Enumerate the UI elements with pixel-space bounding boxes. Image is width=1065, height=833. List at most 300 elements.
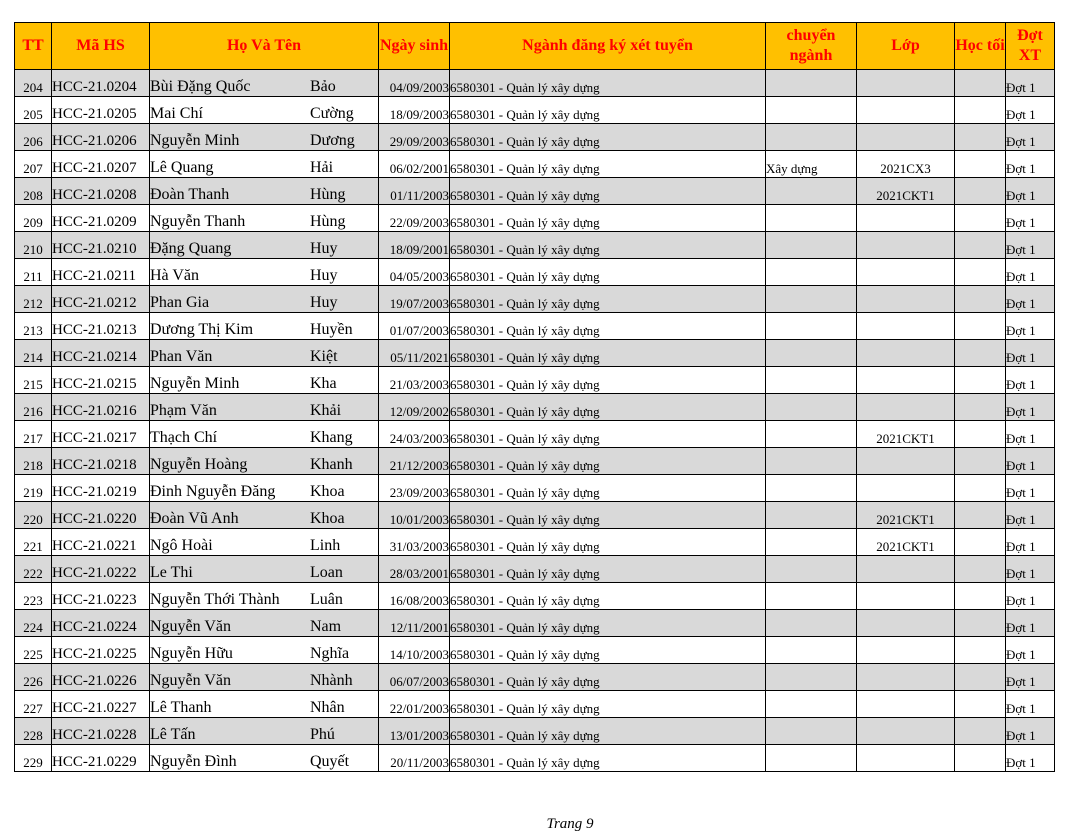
cell-chuyen-nganh <box>766 97 857 124</box>
cell-ho-ten <box>150 97 379 124</box>
cell-ho-ten <box>150 367 379 394</box>
table-row <box>15 232 1055 259</box>
cell-tt: 204 <box>15 70 52 97</box>
cell-chuyen-nganh <box>766 259 857 286</box>
table-row <box>15 691 1055 718</box>
ho-dem: Phan Gia <box>150 294 210 311</box>
cell-tt: 208 <box>15 178 52 205</box>
cell-tt: 229 <box>15 745 52 772</box>
ho-dem: Lê Quang <box>150 159 214 176</box>
cell-ho-ten <box>150 178 379 205</box>
cell-lop <box>857 664 955 691</box>
cell-ngay-sinh: 20/11/2003 <box>379 745 450 772</box>
ten: Khang <box>310 429 353 446</box>
cell-ho-ten <box>150 232 379 259</box>
table-row <box>15 367 1055 394</box>
cell-tt: 214 <box>15 340 52 367</box>
cell-hoc-toi <box>955 745 1006 772</box>
cell-ngay-sinh: 13/01/2003 <box>379 718 450 745</box>
ten: Linh <box>310 537 341 554</box>
cell-nganh: 6580301 - Quản lý xây dựng <box>450 286 766 313</box>
cell-ho-ten <box>150 718 379 745</box>
cell-chuyen-nganh <box>766 691 857 718</box>
cell-chuyen-nganh <box>766 610 857 637</box>
cell-ma-hs: HCC-21.0213 <box>52 313 150 340</box>
cell-tt: 219 <box>15 475 52 502</box>
cell-ma-hs: HCC-21.0214 <box>52 340 150 367</box>
cell-hoc-toi <box>955 448 1006 475</box>
cell-tt: 226 <box>15 664 52 691</box>
cell-hoc-toi <box>955 529 1006 556</box>
header-ma-hs: Mã HS <box>52 23 150 70</box>
cell-nganh: 6580301 - Quản lý xây dựng <box>450 151 766 178</box>
cell-ma-hs: HCC-21.0204 <box>52 70 150 97</box>
cell-chuyen-nganh <box>766 475 857 502</box>
cell-nganh: 6580301 - Quản lý xây dựng <box>450 583 766 610</box>
cell-hoc-toi <box>955 637 1006 664</box>
cell-lop <box>857 691 955 718</box>
cell-hoc-toi <box>955 421 1006 448</box>
table-row <box>15 745 1055 772</box>
cell-hoc-toi <box>955 97 1006 124</box>
cell-dot-xt: Đợt 1 <box>1006 610 1055 637</box>
cell-dot-xt: Đợt 1 <box>1006 745 1055 772</box>
cell-hoc-toi <box>955 340 1006 367</box>
cell-ma-hs: HCC-21.0210 <box>52 232 150 259</box>
table-row <box>15 529 1055 556</box>
ho-dem: Nguyễn Văn <box>150 618 232 635</box>
cell-ma-hs: HCC-21.0216 <box>52 394 150 421</box>
cell-lop <box>857 394 955 421</box>
cell-ma-hs: HCC-21.0212 <box>52 286 150 313</box>
cell-tt: 217 <box>15 421 52 448</box>
cell-dot-xt: Đợt 1 <box>1006 664 1055 691</box>
cell-lop <box>857 583 955 610</box>
cell-lop <box>857 124 955 151</box>
ho-dem: Đặng Quang <box>150 240 232 257</box>
page-number: Trang 9 <box>546 816 594 832</box>
cell-ho-ten <box>150 205 379 232</box>
table-row <box>15 70 1055 97</box>
cell-hoc-toi <box>955 151 1006 178</box>
cell-ngay-sinh: 12/09/2002 <box>379 394 450 421</box>
ten: Kiệt <box>310 348 338 365</box>
cell-ngay-sinh: 04/05/2003 <box>379 259 450 286</box>
cell-ma-hs: HCC-21.0220 <box>52 502 150 529</box>
ten: Nam <box>310 618 342 635</box>
cell-nganh: 6580301 - Quản lý xây dựng <box>450 259 766 286</box>
cell-ho-ten <box>150 637 379 664</box>
table-row <box>15 556 1055 583</box>
ten: Dương <box>310 132 355 149</box>
cell-lop: 2021CX3 <box>857 151 955 178</box>
header-chuyen-nganh: chuyển ngành <box>766 23 857 70</box>
cell-hoc-toi <box>955 475 1006 502</box>
cell-lop <box>857 259 955 286</box>
cell-ngay-sinh: 01/07/2003 <box>379 313 450 340</box>
cell-lop <box>857 718 955 745</box>
cell-chuyen-nganh <box>766 448 857 475</box>
ho-dem: Nguyễn Thới Thành <box>150 591 280 608</box>
cell-dot-xt: Đợt 1 <box>1006 178 1055 205</box>
cell-nganh: 6580301 - Quản lý xây dựng <box>450 718 766 745</box>
table-row <box>15 637 1055 664</box>
cell-tt: 225 <box>15 637 52 664</box>
cell-dot-xt: Đợt 1 <box>1006 151 1055 178</box>
cell-tt: 210 <box>15 232 52 259</box>
cell-nganh: 6580301 - Quản lý xây dựng <box>450 745 766 772</box>
ten: Hùng <box>310 186 346 203</box>
ho-dem: Mai Chí <box>150 105 203 122</box>
ho-dem: Nguyễn Hoàng <box>150 456 248 473</box>
cell-ngay-sinh: 18/09/2003 <box>379 97 450 124</box>
cell-nganh: 6580301 - Quản lý xây dựng <box>450 313 766 340</box>
ten: Hải <box>310 159 334 176</box>
cell-chuyen-nganh <box>766 421 857 448</box>
ho-dem: Le Thi <box>150 564 193 581</box>
cell-tt: 218 <box>15 448 52 475</box>
cell-dot-xt: Đợt 1 <box>1006 448 1055 475</box>
ten: Huy <box>310 267 338 284</box>
cell-lop <box>857 556 955 583</box>
cell-chuyen-nganh <box>766 313 857 340</box>
cell-lop <box>857 286 955 313</box>
ten: Phú <box>310 726 335 743</box>
cell-tt: 206 <box>15 124 52 151</box>
cell-ho-ten <box>150 502 379 529</box>
table-row <box>15 718 1055 745</box>
cell-dot-xt: Đợt 1 <box>1006 556 1055 583</box>
cell-tt: 223 <box>15 583 52 610</box>
cell-chuyen-nganh <box>766 718 857 745</box>
ho-dem: Đinh Nguyễn Đăng <box>150 483 276 500</box>
ten: Quyết <box>310 753 350 770</box>
cell-tt: 220 <box>15 502 52 529</box>
header-lop: Lớp <box>857 23 955 70</box>
ho-dem: Thạch Chí <box>150 429 218 446</box>
table-row <box>15 97 1055 124</box>
ten: Hùng <box>310 213 346 230</box>
ho-dem: Đoàn Vũ Anh <box>150 510 239 527</box>
ten: Nhành <box>310 672 353 689</box>
cell-dot-xt: Đợt 1 <box>1006 367 1055 394</box>
cell-ngay-sinh: 01/11/2003 <box>379 178 450 205</box>
cell-lop <box>857 367 955 394</box>
table-row <box>15 475 1055 502</box>
cell-nganh: 6580301 - Quản lý xây dựng <box>450 448 766 475</box>
cell-chuyen-nganh <box>766 664 857 691</box>
cell-hoc-toi <box>955 259 1006 286</box>
cell-chuyen-nganh <box>766 340 857 367</box>
cell-ngay-sinh: 31/03/2003 <box>379 529 450 556</box>
ten: Huyền <box>310 321 353 338</box>
ten: Loan <box>310 564 343 581</box>
cell-dot-xt: Đợt 1 <box>1006 313 1055 340</box>
cell-lop <box>857 448 955 475</box>
cell-lop: 2021CKT1 <box>857 529 955 556</box>
cell-chuyen-nganh <box>766 178 857 205</box>
cell-hoc-toi <box>955 205 1006 232</box>
cell-ma-hs: HCC-21.0217 <box>52 421 150 448</box>
cell-tt: 213 <box>15 313 52 340</box>
cell-ngay-sinh: 29/09/2003 <box>379 124 450 151</box>
cell-hoc-toi <box>955 502 1006 529</box>
cell-hoc-toi <box>955 367 1006 394</box>
table-row <box>15 421 1055 448</box>
cell-nganh: 6580301 - Quản lý xây dựng <box>450 97 766 124</box>
table-row <box>15 151 1055 178</box>
cell-chuyen-nganh <box>766 124 857 151</box>
cell-nganh: 6580301 - Quản lý xây dựng <box>450 232 766 259</box>
cell-ho-ten <box>150 664 379 691</box>
ten: Khải <box>310 402 342 419</box>
cell-nganh: 6580301 - Quản lý xây dựng <box>450 475 766 502</box>
table-row <box>15 502 1055 529</box>
cell-dot-xt: Đợt 1 <box>1006 286 1055 313</box>
cell-ma-hs: HCC-21.0228 <box>52 718 150 745</box>
cell-ma-hs: HCC-21.0224 <box>52 610 150 637</box>
cell-hoc-toi <box>955 610 1006 637</box>
cell-nganh: 6580301 - Quản lý xây dựng <box>450 610 766 637</box>
cell-ngay-sinh: 10/01/2003 <box>379 502 450 529</box>
cell-lop <box>857 340 955 367</box>
table-row <box>15 610 1055 637</box>
cell-hoc-toi <box>955 718 1006 745</box>
cell-ho-ten <box>150 70 379 97</box>
table-row <box>15 448 1055 475</box>
table-row <box>15 583 1055 610</box>
ten: Khoa <box>310 510 345 527</box>
cell-ho-ten <box>150 583 379 610</box>
cell-hoc-toi <box>955 232 1006 259</box>
cell-ma-hs: HCC-21.0229 <box>52 745 150 772</box>
ten: Nhân <box>310 699 345 716</box>
cell-ma-hs: HCC-21.0223 <box>52 583 150 610</box>
cell-lop <box>857 232 955 259</box>
cell-tt: 207 <box>15 151 52 178</box>
cell-chuyen-nganh <box>766 637 857 664</box>
cell-hoc-toi <box>955 178 1006 205</box>
cell-ma-hs: HCC-21.0209 <box>52 205 150 232</box>
table-row <box>15 286 1055 313</box>
cell-lop: 2021CKT1 <box>857 502 955 529</box>
cell-ho-ten <box>150 421 379 448</box>
cell-lop: 2021CKT1 <box>857 421 955 448</box>
cell-ngay-sinh: 22/01/2003 <box>379 691 450 718</box>
table-body <box>15 70 1055 772</box>
cell-lop <box>857 475 955 502</box>
cell-ma-hs: HCC-21.0226 <box>52 664 150 691</box>
cell-ho-ten <box>150 745 379 772</box>
cell-ngay-sinh: 04/09/2003 <box>379 70 450 97</box>
cell-hoc-toi <box>955 70 1006 97</box>
ten: Khanh <box>310 456 353 473</box>
cell-dot-xt: Đợt 1 <box>1006 340 1055 367</box>
ho-dem: Phạm Văn <box>150 402 217 419</box>
cell-nganh: 6580301 - Quản lý xây dựng <box>450 394 766 421</box>
header-nganh: Ngành đăng ký xét tuyển <box>450 23 766 70</box>
cell-ngay-sinh: 21/03/2003 <box>379 367 450 394</box>
ten: Khoa <box>310 483 345 500</box>
cell-ma-hs: HCC-21.0207 <box>52 151 150 178</box>
table-row <box>15 205 1055 232</box>
ho-dem: Lê Tấn <box>150 726 196 743</box>
cell-chuyen-nganh <box>766 286 857 313</box>
ho-dem: Nguyễn Thanh <box>150 213 246 230</box>
cell-tt: 228 <box>15 718 52 745</box>
cell-nganh: 6580301 - Quản lý xây dựng <box>450 421 766 448</box>
cell-dot-xt: Đợt 1 <box>1006 637 1055 664</box>
cell-chuyen-nganh <box>766 556 857 583</box>
cell-chuyen-nganh <box>766 205 857 232</box>
cell-tt: 227 <box>15 691 52 718</box>
table-header-row <box>15 23 1055 70</box>
cell-nganh: 6580301 - Quản lý xây dựng <box>450 124 766 151</box>
cell-lop <box>857 70 955 97</box>
cell-hoc-toi <box>955 691 1006 718</box>
cell-tt: 222 <box>15 556 52 583</box>
cell-dot-xt: Đợt 1 <box>1006 259 1055 286</box>
cell-chuyen-nganh <box>766 529 857 556</box>
ho-dem: Ngô Hoài <box>150 537 213 554</box>
cell-ngay-sinh: 18/09/2001 <box>379 232 450 259</box>
cell-ma-hs: HCC-21.0215 <box>52 367 150 394</box>
cell-hoc-toi <box>955 583 1006 610</box>
cell-ho-ten <box>150 259 379 286</box>
cell-hoc-toi <box>955 286 1006 313</box>
header-dot-xt: Đợt XT <box>1006 23 1055 70</box>
cell-hoc-toi <box>955 394 1006 421</box>
cell-ngay-sinh: 28/03/2001 <box>379 556 450 583</box>
cell-tt: 216 <box>15 394 52 421</box>
ten: Luân <box>310 591 343 608</box>
cell-ho-ten <box>150 313 379 340</box>
cell-ngay-sinh: 14/10/2003 <box>379 637 450 664</box>
cell-nganh: 6580301 - Quản lý xây dựng <box>450 70 766 97</box>
cell-ngay-sinh: 06/02/2001 <box>379 151 450 178</box>
cell-ho-ten <box>150 529 379 556</box>
cell-dot-xt: Đợt 1 <box>1006 502 1055 529</box>
cell-chuyen-nganh <box>766 232 857 259</box>
cell-ho-ten <box>150 124 379 151</box>
ho-dem: Nguyễn Đình <box>150 753 237 770</box>
cell-tt: 209 <box>15 205 52 232</box>
cell-ho-ten <box>150 556 379 583</box>
ho-dem: Bùi Đặng Quốc <box>150 78 251 95</box>
cell-nganh: 6580301 - Quản lý xây dựng <box>450 205 766 232</box>
student-roster-table <box>14 22 1055 772</box>
cell-ma-hs: HCC-21.0218 <box>52 448 150 475</box>
cell-hoc-toi <box>955 664 1006 691</box>
cell-dot-xt: Đợt 1 <box>1006 475 1055 502</box>
cell-ma-hs: HCC-21.0222 <box>52 556 150 583</box>
table-row <box>15 178 1055 205</box>
cell-nganh: 6580301 - Quản lý xây dựng <box>450 367 766 394</box>
cell-chuyen-nganh: Xây dựng <box>766 151 857 178</box>
ho-dem: Nguyễn Minh <box>150 132 240 149</box>
cell-nganh: 6580301 - Quản lý xây dựng <box>450 691 766 718</box>
cell-dot-xt: Đợt 1 <box>1006 70 1055 97</box>
cell-chuyen-nganh <box>766 394 857 421</box>
cell-ma-hs: HCC-21.0227 <box>52 691 150 718</box>
cell-ngay-sinh: 21/12/2003 <box>379 448 450 475</box>
table-row <box>15 340 1055 367</box>
cell-tt: 221 <box>15 529 52 556</box>
ho-dem: Hà Văn <box>150 267 200 284</box>
header-ngay-sinh: Ngày sinh <box>379 23 450 70</box>
ten: Huy <box>310 294 338 311</box>
ho-dem: Đoàn Thanh <box>150 186 230 203</box>
cell-lop <box>857 97 955 124</box>
table-row <box>15 313 1055 340</box>
ten: Kha <box>310 375 337 392</box>
cell-lop: 2021CKT1 <box>857 178 955 205</box>
table-row <box>15 664 1055 691</box>
cell-chuyen-nganh <box>766 502 857 529</box>
cell-ngay-sinh: 24/03/2003 <box>379 421 450 448</box>
cell-ngay-sinh: 16/08/2003 <box>379 583 450 610</box>
cell-ho-ten <box>150 151 379 178</box>
cell-ngay-sinh: 23/09/2003 <box>379 475 450 502</box>
cell-ma-hs: HCC-21.0211 <box>52 259 150 286</box>
cell-tt: 215 <box>15 367 52 394</box>
header-hoc-toi: Học tối <box>955 23 1006 70</box>
cell-ho-ten <box>150 475 379 502</box>
cell-dot-xt: Đợt 1 <box>1006 232 1055 259</box>
cell-nganh: 6580301 - Quản lý xây dựng <box>450 637 766 664</box>
cell-ho-ten <box>150 286 379 313</box>
cell-ma-hs: HCC-21.0208 <box>52 178 150 205</box>
header-ho-ten: Họ Và Tên <box>150 23 379 70</box>
ho-dem: Nguyễn Minh <box>150 375 240 392</box>
cell-tt: 224 <box>15 610 52 637</box>
ho-dem: Lê Thanh <box>150 699 212 716</box>
cell-chuyen-nganh <box>766 367 857 394</box>
cell-nganh: 6580301 - Quản lý xây dựng <box>450 556 766 583</box>
cell-dot-xt: Đợt 1 <box>1006 421 1055 448</box>
cell-dot-xt: Đợt 1 <box>1006 205 1055 232</box>
cell-nganh: 6580301 - Quản lý xây dựng <box>450 529 766 556</box>
cell-dot-xt: Đợt 1 <box>1006 691 1055 718</box>
cell-hoc-toi <box>955 313 1006 340</box>
ten: Bảo <box>310 78 336 95</box>
cell-hoc-toi <box>955 124 1006 151</box>
cell-dot-xt: Đợt 1 <box>1006 97 1055 124</box>
cell-ho-ten <box>150 394 379 421</box>
cell-dot-xt: Đợt 1 <box>1006 124 1055 151</box>
cell-ma-hs: HCC-21.0205 <box>52 97 150 124</box>
table-row <box>15 124 1055 151</box>
cell-ma-hs: HCC-21.0225 <box>52 637 150 664</box>
cell-ho-ten <box>150 448 379 475</box>
cell-ma-hs: HCC-21.0219 <box>52 475 150 502</box>
cell-ho-ten <box>150 691 379 718</box>
ho-dem: Dương Thị Kim <box>150 321 254 338</box>
cell-tt: 211 <box>15 259 52 286</box>
cell-tt: 212 <box>15 286 52 313</box>
cell-chuyen-nganh <box>766 745 857 772</box>
ten: Huy <box>310 240 338 257</box>
cell-ma-hs: HCC-21.0221 <box>52 529 150 556</box>
cell-hoc-toi <box>955 556 1006 583</box>
cell-nganh: 6580301 - Quản lý xây dựng <box>450 340 766 367</box>
ho-dem: Nguyễn Văn <box>150 672 232 689</box>
table-row <box>15 394 1055 421</box>
cell-ngay-sinh: 19/07/2003 <box>379 286 450 313</box>
header-tt: TT <box>15 23 52 70</box>
cell-nganh: 6580301 - Quản lý xây dựng <box>450 502 766 529</box>
table-row <box>15 259 1055 286</box>
